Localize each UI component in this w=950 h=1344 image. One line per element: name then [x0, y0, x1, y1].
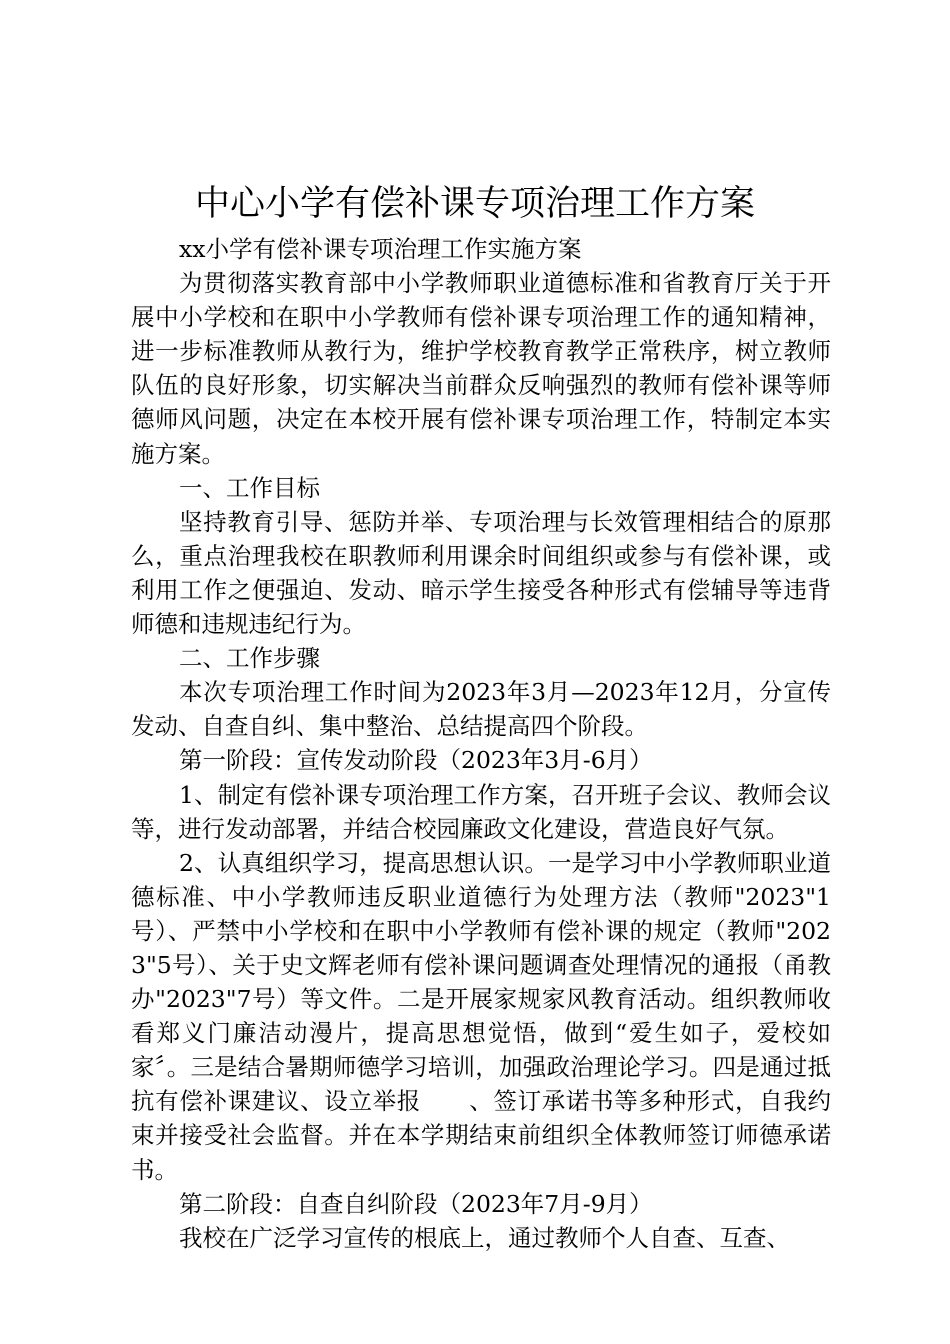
phase2-paragraph: 我校在广泛学习宣传的根底上，通过教师个人自查、互查、 [179, 1223, 790, 1252]
phase1-item-1: 1、制定有偿补课专项治理工作方案，召开班子会议、教师会议等，进行发动部署，并结合校园廉政文化建设，营造良好气氛。 [131, 780, 831, 843]
goals-paragraph: 坚持教育引导、惩防并举、专项治理与长效管理相结合的原那么，重点治理我校在职教师利用课余时间组织或参与有偿补课，或利用工作之便强迫、发动、暗示学生接受各种形式有偿辅导等违背师德和违规违纪行为。 [131, 507, 831, 639]
section-heading-steps: 二、工作步骤 [179, 644, 320, 673]
document-subtitle: xx小学有偿补课专项治理工作实施方案 [179, 235, 582, 263]
intro-paragraph: 为贯彻落实教育部中小学教师职业道德标准和省教育厅关于开展中小学校和在职中小学教师有偿补课专项治理工作的通知精神，进一步标准教师从教行为，维护学校教育教学正常秩序，树立教师队伍的良好形象，切实解决当前群众反响强烈的教师有偿补课等师德师风问题，决定在本校开展有偿补课专项治理工作，特制定本实施方案。 [131, 269, 831, 468]
steps-paragraph: 本次专项治理工作时间为2023年3月—2023年12月，分宣传发动、自查自纠、集中整治、总结提高四个阶段。 [131, 678, 831, 741]
section-heading-goals: 一、工作目标 [179, 473, 320, 502]
phase-heading-2: 第二阶段：自查自纠阶段（2023年7月-9月） [179, 1189, 653, 1218]
document-title: 中心小学有偿补课专项治理工作方案 [194, 184, 755, 224]
phase-heading-1: 第一阶段：宣传发动阶段（2023年3月-6月） [179, 746, 653, 775]
document-body [131, 232, 831, 1255]
phase1-item-2: 2、认真组织学习，提高思想认识。一是学习中小学教师职业道德标准、中小学教师违反职业道德行为处理方法（教师"2023"1号）、严禁中小学校和在职中小学教师有偿补课的规定（教师"2023"5号）、关于史文辉老师有偿补课问题调查处理情况的通报（甬教办"2023"7号）等文件。二是开展家规家风教育活动。组织教师收看郑义门廉洁动漫片，提高思想觉悟，做到“爱生如子，爱校如家〞。三是结合暑期师德学习培训，加强政治理论学习。四是通过抵抗有偿补课建议、设立举报 、签订承诺书等多种形式，自我约束并接受社会监督。并在本学期结束前组织全体教师签订师德承诺书。 [131, 848, 831, 1184]
